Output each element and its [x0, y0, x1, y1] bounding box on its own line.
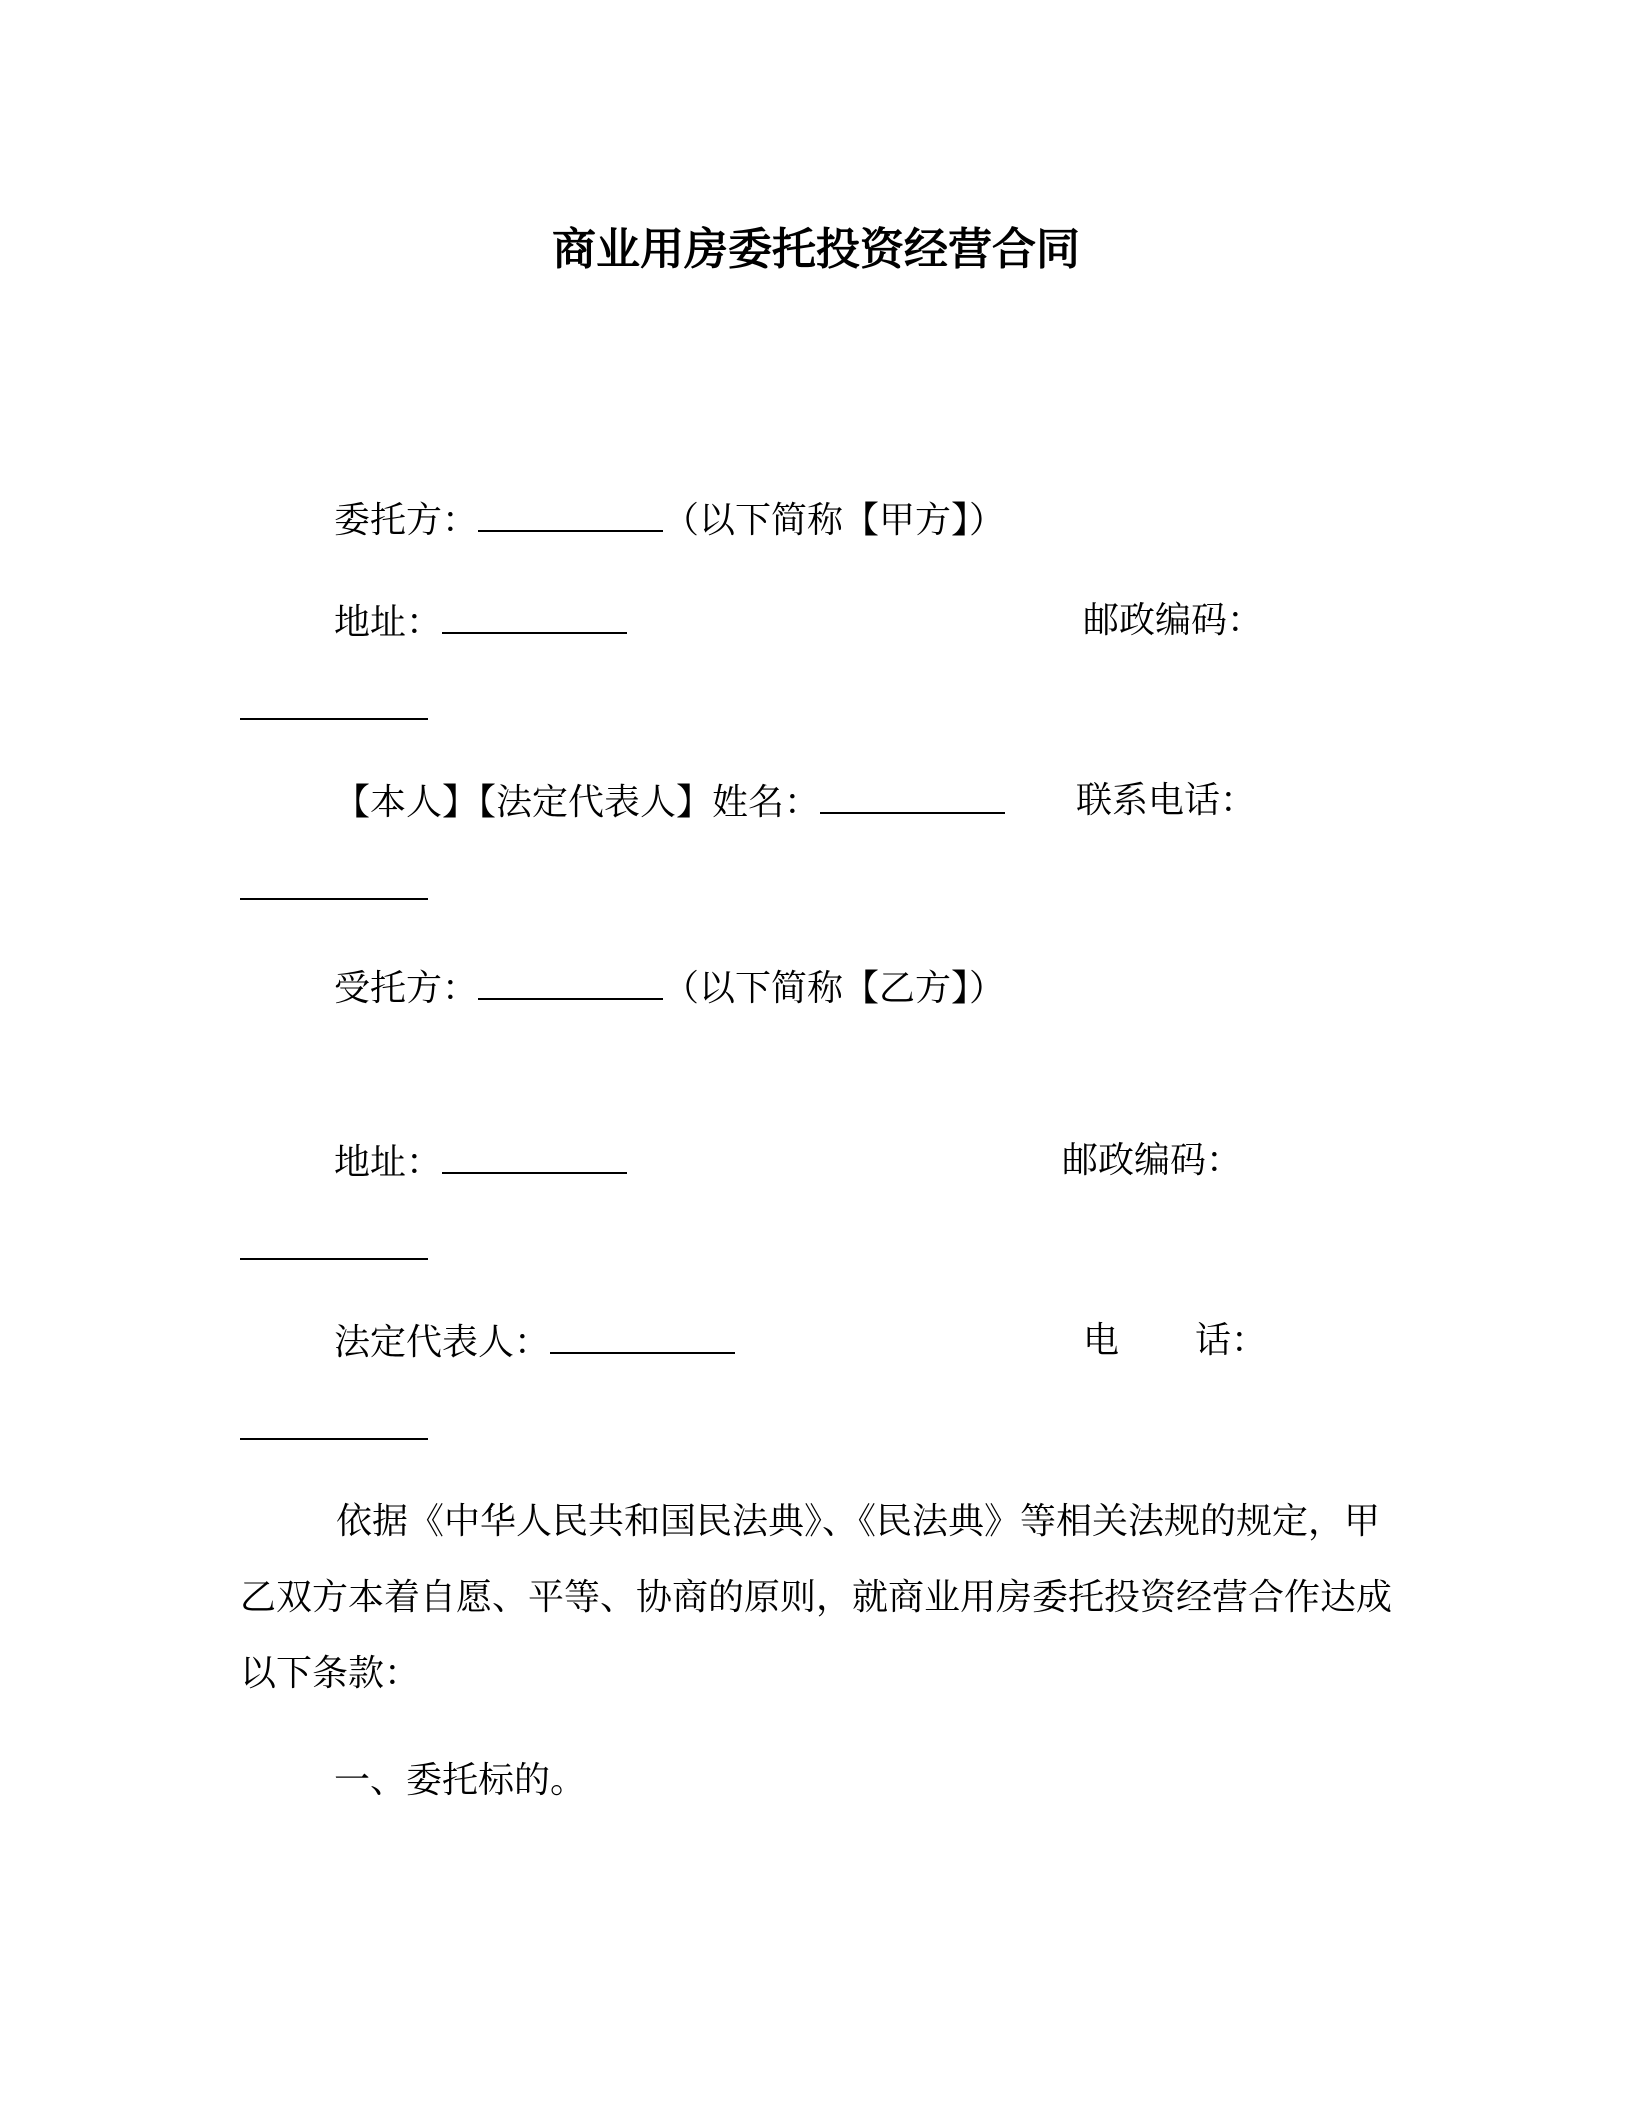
- party-b-postcode-blank[interactable]: [240, 1258, 428, 1260]
- party-a-address-label: 地址：: [334, 602, 443, 643]
- party-b-address-label: 地址：: [334, 1142, 443, 1183]
- preamble-text: 依据《中华人民共和国民法典》、《民法典》等相关法规的规定，甲乙双方本着自愿、平等、协商的原则，就商业用房委托投资经营合作达成以下条款：: [240, 1501, 1393, 1694]
- party-b-phone-label-2: 话：: [1195, 1320, 1268, 1361]
- party-a-postcode-label: 邮政编码：: [1083, 600, 1264, 641]
- party-a-rep-line: [334, 778, 1005, 826]
- party-b-phone-label-1: 电: [1083, 1320, 1120, 1361]
- party-a-suffix: （以下简称【甲方】）: [663, 500, 1006, 541]
- party-a-phone-blank[interactable]: [240, 898, 428, 900]
- party-a-rep-blank[interactable]: [820, 778, 1005, 814]
- party-a-rep-label: 【本人】【法定代表人】姓名：: [334, 782, 821, 823]
- party-b-line: [334, 964, 1005, 1012]
- party-b-rep-blank[interactable]: [550, 1318, 735, 1354]
- party-b-rep-label: 法定代表人：: [334, 1322, 551, 1363]
- party-a-address-line: [334, 598, 627, 646]
- party-a-address-blank[interactable]: [442, 598, 627, 634]
- party-a-name-blank[interactable]: [478, 496, 663, 532]
- document-title: 商业用房委托投资经营合同: [552, 224, 1080, 275]
- section-1-heading: 一、委托标的。: [334, 1760, 587, 1801]
- party-b-rep-line: [334, 1318, 735, 1366]
- party-a-phone-label: 联系电话：: [1076, 780, 1257, 821]
- party-a-postcode-blank[interactable]: [240, 718, 428, 720]
- party-a-label: 委托方：: [334, 500, 479, 541]
- party-a-line: [334, 496, 1005, 544]
- party-b-label: 受托方：: [334, 968, 479, 1009]
- party-b-address-blank[interactable]: [442, 1138, 627, 1174]
- party-b-address-line: [334, 1138, 627, 1186]
- party-b-phone-blank[interactable]: [240, 1438, 428, 1440]
- party-b-suffix: （以下简称【乙方】）: [663, 968, 1006, 1009]
- preamble-paragraph: [240, 1484, 1410, 1712]
- party-b-name-blank[interactable]: [478, 964, 663, 1000]
- party-b-postcode-label: 邮政编码：: [1062, 1140, 1243, 1181]
